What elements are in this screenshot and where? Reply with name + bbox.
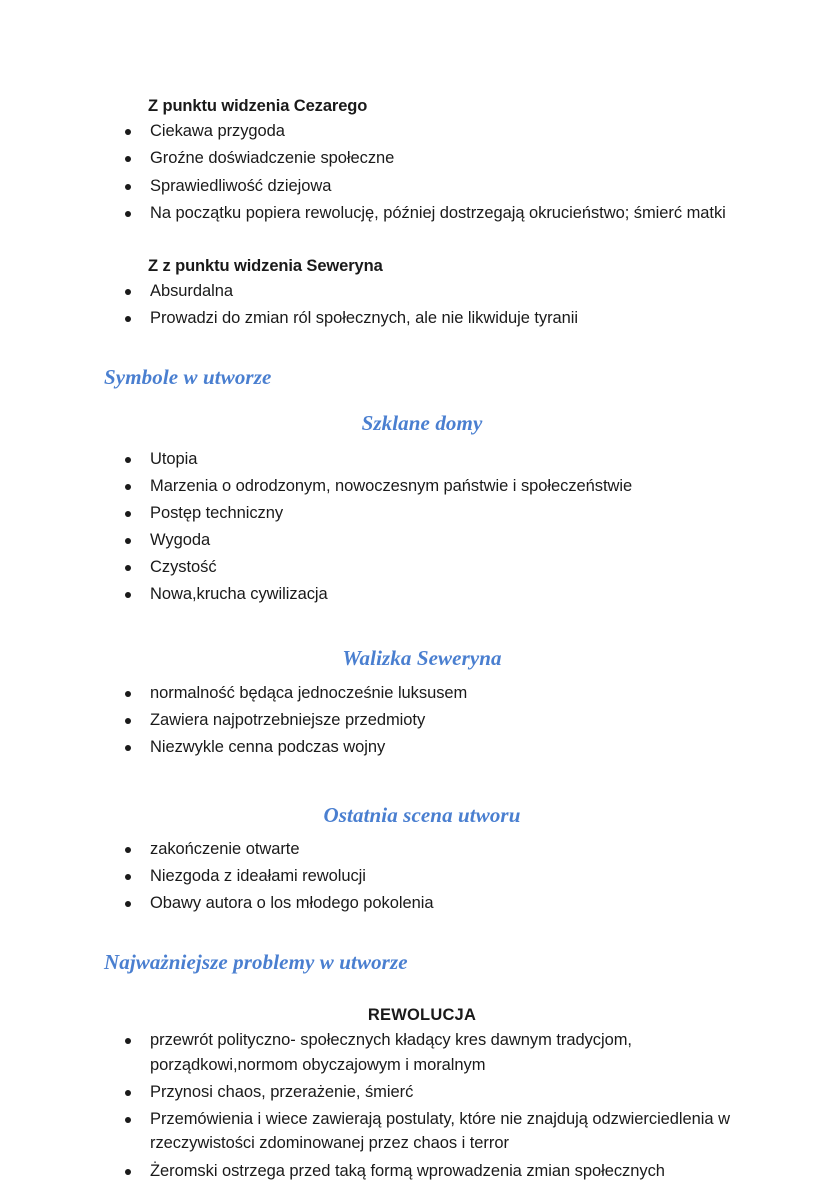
section-ostatnia-scena bbox=[104, 802, 744, 916]
spacer bbox=[104, 609, 744, 645]
list-item: Marzenia o odrodzonym, nowoczesnym państwie i społeczeństwie bbox=[104, 474, 744, 499]
section-heading-symbole: Symbole w utworze bbox=[104, 365, 272, 390]
spacer bbox=[104, 829, 744, 837]
list-item: Czystość bbox=[104, 555, 744, 580]
notes-content bbox=[104, 94, 744, 1186]
spacer bbox=[104, 977, 744, 1003]
section-heading-walizka: Walizka Seweryna bbox=[342, 646, 502, 671]
list-item: Zawiera najpotrzebniejsze przedmioty bbox=[104, 708, 744, 733]
spacer bbox=[104, 762, 744, 802]
list-item: Przynosi chaos, przerażenie, śmierć bbox=[104, 1080, 744, 1105]
section-rewolucja bbox=[104, 1003, 744, 1183]
list-item: Żeromski ostrzega przed taką formą wprowadzenia zmian społecznych bbox=[104, 1159, 744, 1184]
list-item: Absurdalna bbox=[104, 279, 744, 304]
list-item: Niezgoda z ideałami rewolucji bbox=[104, 864, 744, 889]
section-heading-rewolucja: REWOLUCJA bbox=[367, 1005, 477, 1024]
list-item: Ciekawa przygoda bbox=[104, 119, 744, 144]
section-heading-problemy: Najważniejsze problemy w utworze bbox=[104, 950, 408, 975]
list-item: Na początku popiera rewolucję, później dostrzegają okrucieństwo; śmierć matki bbox=[104, 201, 744, 226]
list-item: Wygoda bbox=[104, 528, 744, 553]
list-item: Przemówienia i wiece zawierają postulaty, które nie znajdują odzwierciedlenia w rzeczywistości zdominowanej przez chaos i terror bbox=[104, 1107, 744, 1156]
list-item: Sprawiedliwość dziejowa bbox=[104, 174, 744, 199]
bullet-list-walizka bbox=[104, 681, 744, 760]
spacer bbox=[104, 437, 744, 447]
spacer bbox=[104, 228, 744, 254]
bullet-list-cezary bbox=[104, 119, 744, 225]
list-item: przewrót polityczno- społecznych kładący kres dawnym tradycjom, porządkowi,normom obyczajowym i moralnym bbox=[104, 1028, 744, 1077]
list-item: normalność będąca jednocześnie luksusem bbox=[104, 681, 744, 706]
section-szklane-domy bbox=[104, 410, 744, 607]
section-heading-seweryn: Z z punktu widzenia Seweryna bbox=[148, 256, 383, 275]
list-item: Postęp techniczny bbox=[104, 501, 744, 526]
section-cezary bbox=[104, 94, 744, 225]
spacer bbox=[104, 673, 744, 681]
section-seweryn bbox=[104, 254, 744, 331]
list-item: Prowadzi do zmian ról społecznych, ale nie likwiduje tyranii bbox=[104, 306, 744, 331]
spacer bbox=[104, 333, 744, 364]
section-heading-szklane-domy: Szklane domy bbox=[361, 410, 483, 435]
list-item: Niezwykle cenna podczas wojny bbox=[104, 735, 744, 760]
bullet-list-ostatnia-scena bbox=[104, 837, 744, 916]
list-item: zakończenie otwarte bbox=[104, 837, 744, 862]
bullet-list-seweryn bbox=[104, 279, 744, 331]
section-heading-cezary: Z punktu widzenia Cezarego bbox=[148, 97, 368, 115]
section-walizka bbox=[104, 645, 744, 759]
section-heading-ostatnia-scena: Ostatnia scena utworu bbox=[323, 802, 521, 827]
list-item: Groźne doświadczenie społeczne bbox=[104, 146, 744, 171]
list-item: Obawy autora o los młodego pokolenia bbox=[104, 891, 744, 916]
list-item: Utopia bbox=[104, 447, 744, 472]
bullet-list-rewolucja bbox=[104, 1028, 744, 1183]
spacer bbox=[104, 918, 744, 949]
list-item: Nowa,krucha cywilizacja bbox=[104, 582, 744, 607]
spacer bbox=[104, 392, 744, 410]
bullet-list-szklane-domy bbox=[104, 447, 744, 607]
